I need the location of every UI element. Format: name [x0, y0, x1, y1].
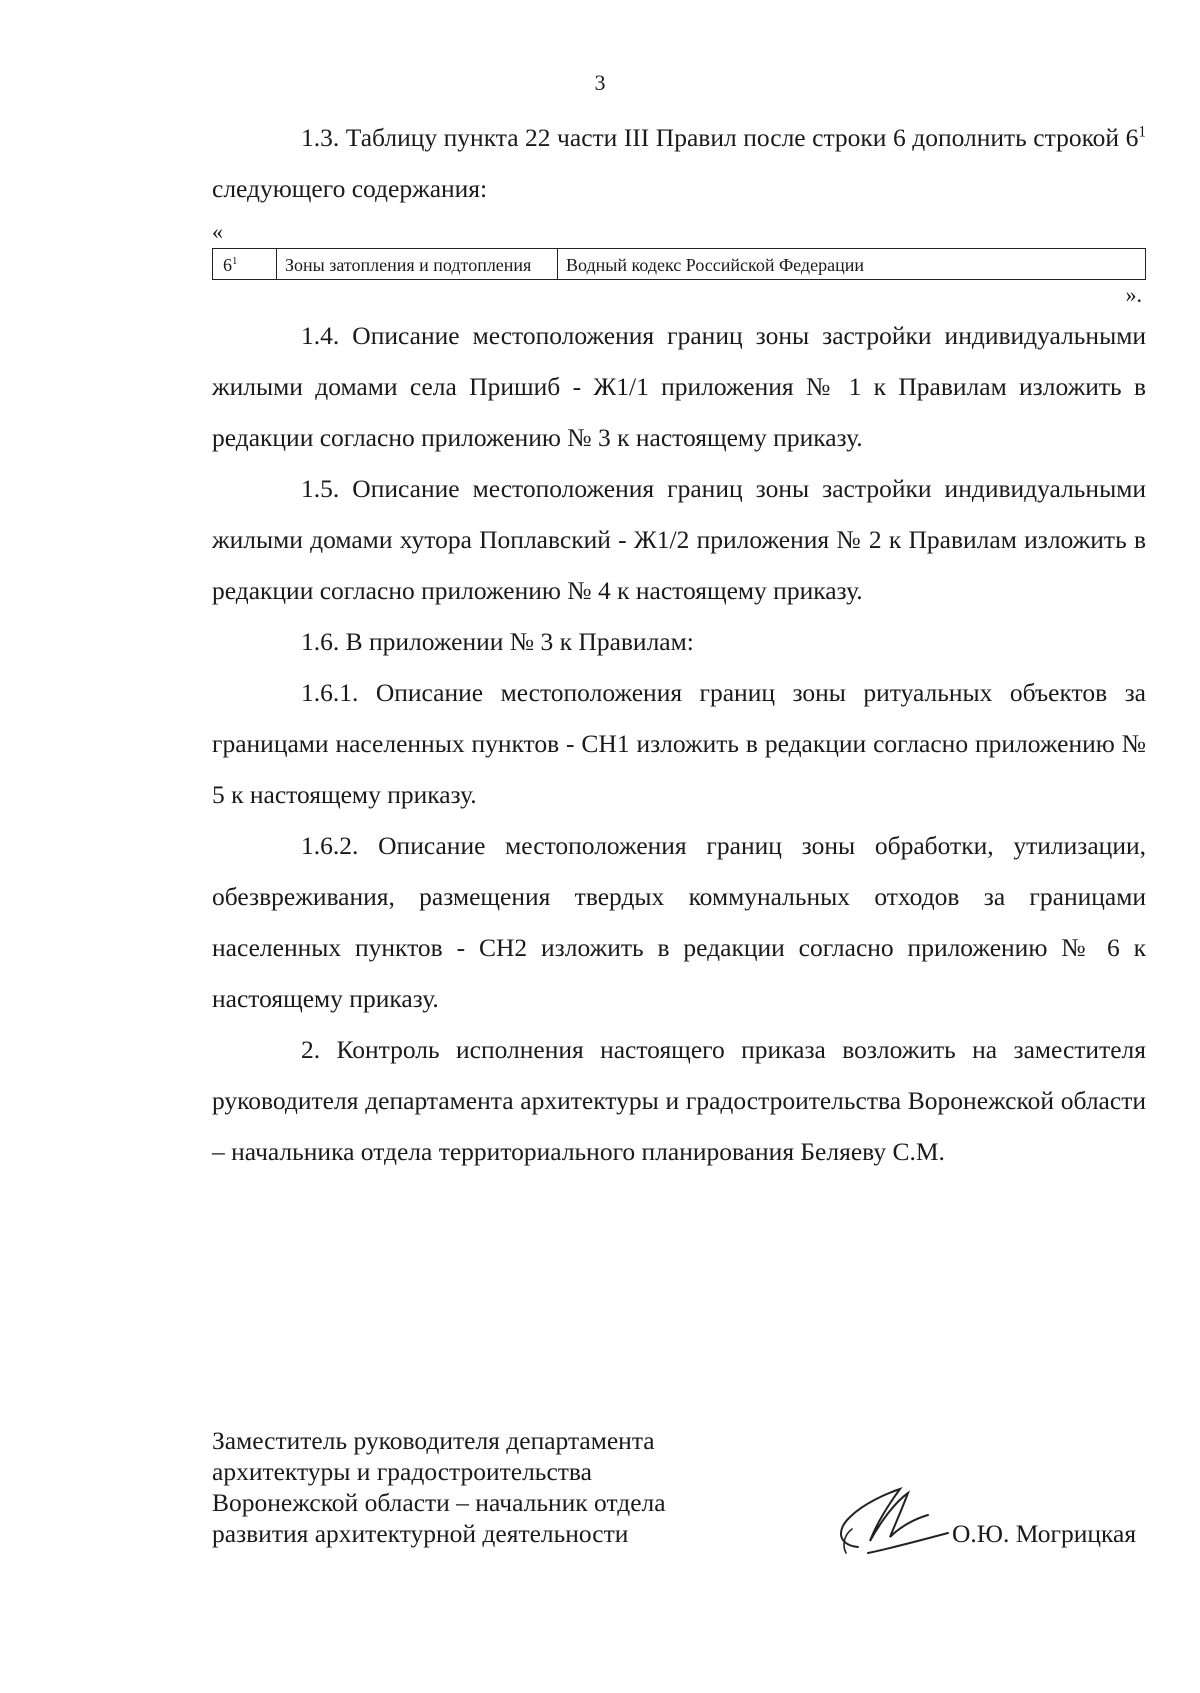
- paragraph-1-3: [212, 112, 1146, 214]
- paragraph-1-4: 1.4. Описание местоположения границ зоны застройки индивидуальными жилыми домами села Пришиб - Ж1/1 приложения № 1 к Правилам изложить в редакции согласно приложению № 3 к настоящему приказу.: [212, 321, 1146, 452]
- table-cell-zone: Зоны затопления и подтопления: [277, 249, 558, 280]
- paragraph-1-3-text: 1.3. Таблицу пункта 22 части III Правил после строки 6 дополнить строкой 6: [301, 123, 1139, 152]
- amendment-table: [212, 248, 1146, 280]
- paragraph-2: 2. Контроль исполнения настоящего приказа возложить на заместителя руководителя департамента архитектуры и градостроительства Воронежской области – начальника отдела территориального планирования Беляеву С.М.: [212, 1035, 1146, 1166]
- paragraph-1-6-2: 1.6.2. Описание местоположения границ зоны обработки, утилизации, обезвреживания, размещения твердых коммунальных отходов за границами населенных пунктов - СН2 изложить в редакции согласно приложению № 6 к настоящему приказу.: [212, 831, 1146, 1013]
- signatory-name: О.Ю. Могрицкая: [952, 1519, 1137, 1548]
- signatory-title-line: Заместитель руководителя департамента: [212, 1426, 655, 1455]
- signatory-title: [212, 1425, 732, 1549]
- paragraph-1-3-tail: следующего содержания:: [212, 174, 488, 203]
- table-cell-law: Водный кодекс Российской Федерации: [558, 249, 1146, 280]
- signatory-title-line: архитектуры и градостроительства: [212, 1457, 592, 1486]
- paragraph-1-6: 1.6. В приложении № 3 к Правилам:: [301, 627, 694, 656]
- closing-quote: ».: [1125, 282, 1142, 307]
- row-number: 6: [223, 255, 232, 275]
- page-number: 3: [594, 70, 606, 95]
- table-row: [213, 249, 1146, 280]
- opening-quote: «: [212, 219, 223, 244]
- signatory-title-line: Воронежской области – начальник отдела: [212, 1488, 666, 1517]
- row-number-sup: 1: [232, 255, 238, 267]
- paragraph-1-5: 1.5. Описание местоположения границ зоны застройки индивидуальными жилыми домами хутора Поплавский - Ж1/2 приложения № 2 к Правилам изложить в редакции согласно приложению № 4 к настоящему приказу.: [212, 474, 1146, 605]
- signatory-title-line: развития архитектурной деятельности: [212, 1519, 629, 1548]
- paragraph-1-6-1: 1.6.1. Описание местоположения границ зоны ритуальных объектов за границами населенных пунктов - СН1 изложить в редакции согласно приложению № 5 к настоящему приказу.: [212, 678, 1146, 809]
- superscript-index: 1: [1138, 123, 1146, 141]
- table-cell-number: [213, 249, 277, 280]
- document-body: [212, 112, 1146, 1177]
- handwritten-signature: [828, 1475, 958, 1565]
